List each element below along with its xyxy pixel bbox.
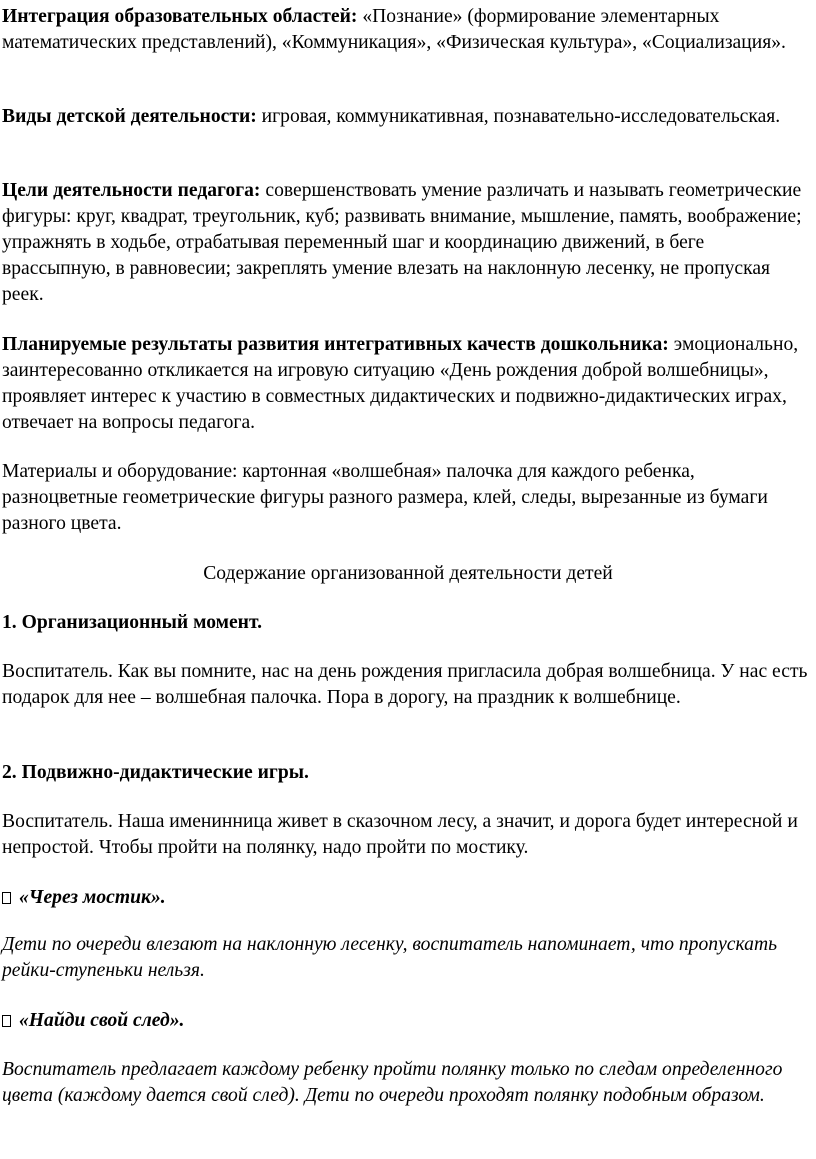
game1-title-line bbox=[2, 885, 812, 911]
game2-description: Воспитатель предлагает каждому ребенку пройти полянку только по следам определенного цвета (каждому дается свой след). Дети по очереди проходят полянку подобным образом. bbox=[2, 1059, 783, 1106]
goals-label: Цели деятельности педагога: bbox=[2, 180, 261, 201]
integration-label: Интеграция образовательных областей: bbox=[2, 6, 358, 27]
content-title: Содержание организованной деятельности детей bbox=[203, 563, 613, 584]
activities-paragraph bbox=[2, 104, 812, 130]
bullet-box-icon bbox=[2, 892, 11, 904]
integration-text: «Познание» (формирование элементарных математических представлений), «Коммуникация», «Физическая культура», «Социализация». bbox=[2, 6, 786, 53]
game2-title-line bbox=[2, 1008, 812, 1034]
game1-description: Дети по очереди влезают на наклонную лесенку, воспитатель напоминает, что пропускать рейки-ступеньки нельзя. bbox=[2, 934, 778, 981]
results-label: Планируемые результаты развития интегративных качеств дошкольника: bbox=[2, 334, 669, 355]
game2-title: «Найди свой след». bbox=[19, 1010, 185, 1031]
results-paragraph bbox=[2, 332, 812, 436]
activities-label: Виды детской деятельности: bbox=[2, 106, 257, 127]
game1-title: «Через мостик». bbox=[19, 887, 166, 908]
goals-paragraph bbox=[2, 178, 812, 308]
section2-text: Воспитатель. Наша именинница живет в сказочном лесу, а значит, и дорога будет интересной и непростой. Чтобы пройти на полянку, надо пройти по мостику. bbox=[2, 811, 798, 858]
bullet-box-icon bbox=[2, 1015, 11, 1027]
section1-heading: 1. Организационный момент. bbox=[2, 612, 263, 633]
activities-text: игровая, коммуникативная, познавательно-исследовательская. bbox=[256, 106, 781, 127]
materials-paragraph: Материалы и оборудование: картонная «волшебная» палочка для каждого ребенка, разноцветные геометрические фигуры разного размера, клей, следы, вырезанные из бумаги разного цвета. bbox=[2, 461, 768, 534]
goals-text: совершенствовать умение различать и называть геометрические фигуры: круг, квадрат, треугольник, куб; развивать внимание, мышление, память, воображение; упражнять в ходьбе, отрабатывая переменный шаг и координацию движений, в беге врассыпную, в равновесии; закреплять умение влезать на наклонную лесенку, не пропуская реек. bbox=[2, 180, 802, 305]
results-text: эмоционально, заинтересованно откликается на игровую ситуацию «День рождения доброй волшебницы», проявляет интерес к участию в совместных дидактических и подвижно-дидактических играх, отвечает на вопросы педагога. bbox=[2, 334, 799, 433]
section2-heading: 2. Подвижно-дидактические игры. bbox=[2, 762, 309, 783]
integration-paragraph bbox=[2, 4, 812, 56]
section1-text: Воспитатель. Как вы помните, нас на день рождения пригласила добрая волшебница. У нас есть подарок для нее – волшебная палочка. Пора в дорогу, на праздник к волшебнице. bbox=[2, 661, 808, 708]
